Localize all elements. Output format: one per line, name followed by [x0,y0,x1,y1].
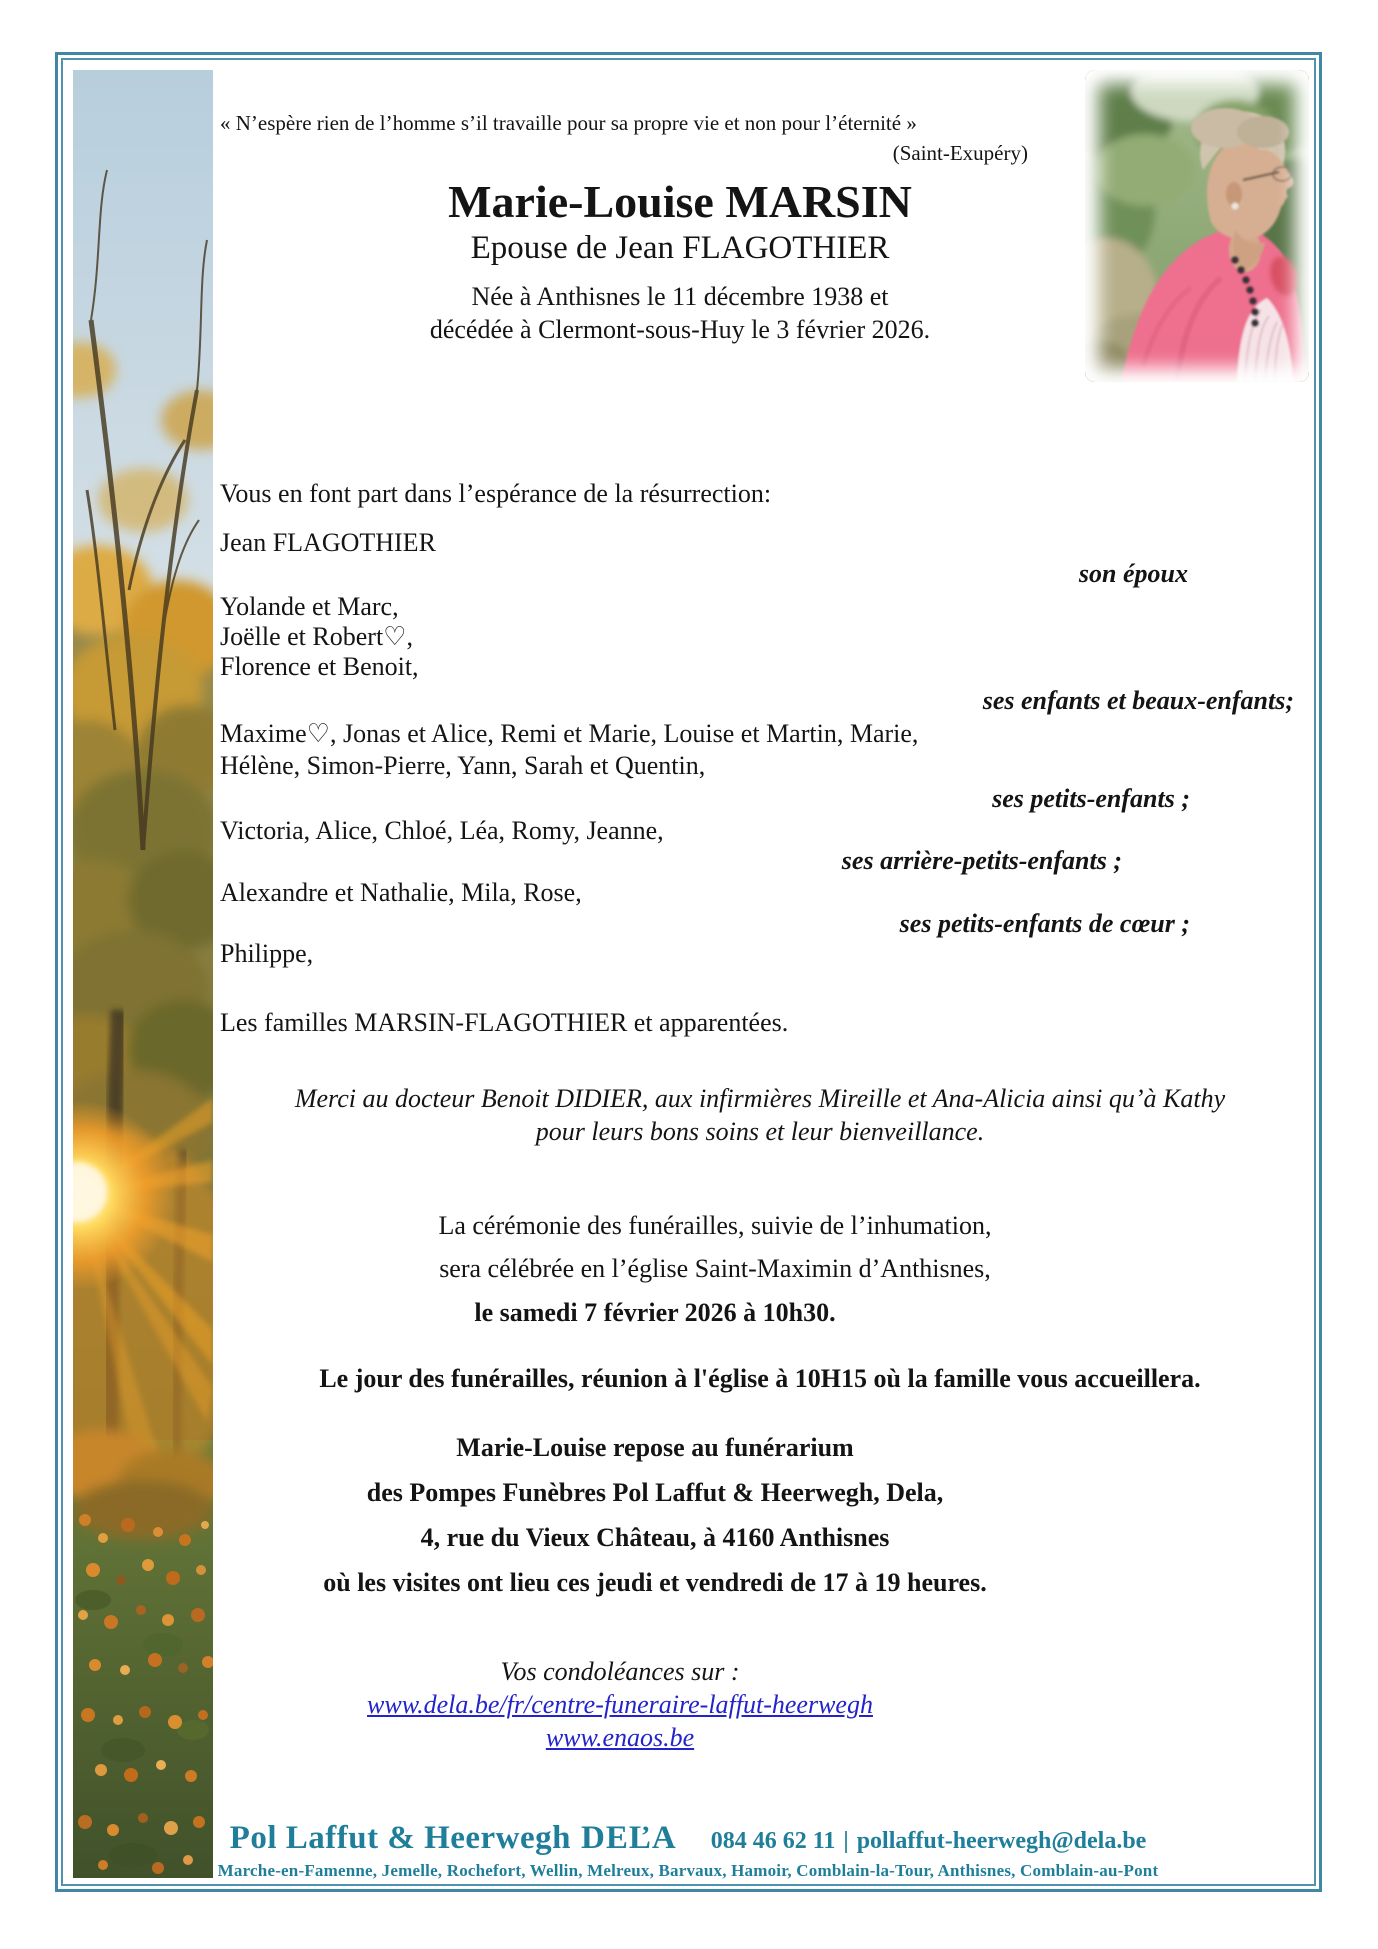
family-grandchildren-line: Maxime♡, Jonas et Alice, Remi et Marie, Louise et Martin, Marie, [220,719,919,748]
family-children-line: Florence et Benoit, [220,652,419,681]
funeral-home-name: Pol Laffut & Heerwegh [229,1820,572,1856]
autumn-trees-photo [73,70,213,1878]
repose-line-1: Marie-Louise repose au funérarium [456,1433,854,1462]
footer-separator: | [843,1828,849,1854]
family-grandchildren-line: Hélène, Simon-Pierre, Yann, Sarah et Quentin, [220,751,706,780]
announcement-intro: Vous en font part dans l’espérance de la résurrection: [220,479,772,508]
family-heart-grandchildren-line: Alexandre et Nathalie, Mila, Rose, [220,878,582,907]
family-children-line: Yolande et Marc, [220,592,399,621]
birth-line: Née à Anthisnes le 11 décembre 1938 et [471,282,889,311]
spouse-of-line: Epouse de Jean FLAGOTHIER [470,230,890,266]
thanks-line-2: pour leurs bons soins et leur bienveillance. [535,1117,985,1146]
family-role-greatgrandchildren: ses arrière-petits-enfants ; [841,846,1122,875]
deceased-name: Marie-Louise MARSIN [448,176,912,227]
ceremony-line-1: La cérémonie des funérailles, suivie de l’inhumation, [438,1211,992,1240]
condolence-link-enaos[interactable]: www.enaos.be [545,1723,695,1752]
quote-attribution: (Saint-Exupéry) [892,141,1028,165]
footer-locations: Marche-en-Famenne, Jemelle, Rochefort, Wellin, Melreux, Barvaux, Hamoir, Comblain-la-Tour, Anthisnes, Comblain-au-Pont [217,1861,1159,1880]
family-role-spouse: son époux [1078,559,1188,588]
family-children-line: Joëlle et Robert♡, [220,622,413,651]
quote-text: « N’espère rien de l’homme s’il travaille pour sa propre vie et non pour l’éternité » [220,111,917,135]
ceremony-line-2: sera célébrée en l’église Saint-Maximin d’Anthisnes, [439,1254,991,1283]
related-families-line: Les familles MARSIN-FLAGOTHIER et apparentées. [220,1008,789,1037]
repose-address-line: 4, rue du Vieux Château, à 4160 Anthisnes [420,1523,890,1552]
thanks-line-1: Merci au docteur Benoit DIDIER, aux infirmières Mireille et Ana-Alicia ainsi qu’à Kathy [294,1084,1226,1113]
family-role-heart-grandchildren: ses petits-enfants de cœur ; [899,909,1190,938]
ceremony-meeting-line: Le jour des funérailles, réunion à l'église à 10H15 où la famille vous accueillera. [319,1364,1201,1393]
repose-visits-line: où les visites ont lieu ces jeudi et vendredi de 17 à 19 heures. [323,1568,987,1597]
family-role-children: ses enfants et beaux-enfants; [982,686,1294,715]
family-role-grandchildren: ses petits-enfants ; [992,784,1190,813]
condolences-label: Vos condoléances sur : [500,1657,740,1686]
family-spouse-name: Jean FLAGOTHIER [220,528,436,557]
family-greatgrandchildren-line: Victoria, Alice, Chloé, Léa, Romy, Jeanne, [220,816,664,845]
family-philippe-line: Philippe, [220,939,314,968]
footer-phone: 084 46 62 11 [710,1828,836,1854]
repose-line-2: des Pompes Funèbres Pol Laffut & Heerwegh, Dela, [366,1478,944,1507]
death-line: décédée à Clermont-sous-Huy le 3 février 2026. [429,315,931,344]
ceremony-date-line: le samedi 7 février 2026 à 10h30. [474,1298,836,1327]
condolence-link-dela[interactable]: www.dela.be/fr/centre-funeraire-laffut-heerwegh [367,1690,873,1719]
footer-email: pollaffut-heerwegh@dela.be [856,1828,1147,1854]
funeral-home-footer [60,1820,1316,1881]
autumn-photo-illustration [73,70,213,1878]
footer-logo-line [60,1820,1316,1857]
dela-brand-logo: DEĽA [581,1820,677,1856]
